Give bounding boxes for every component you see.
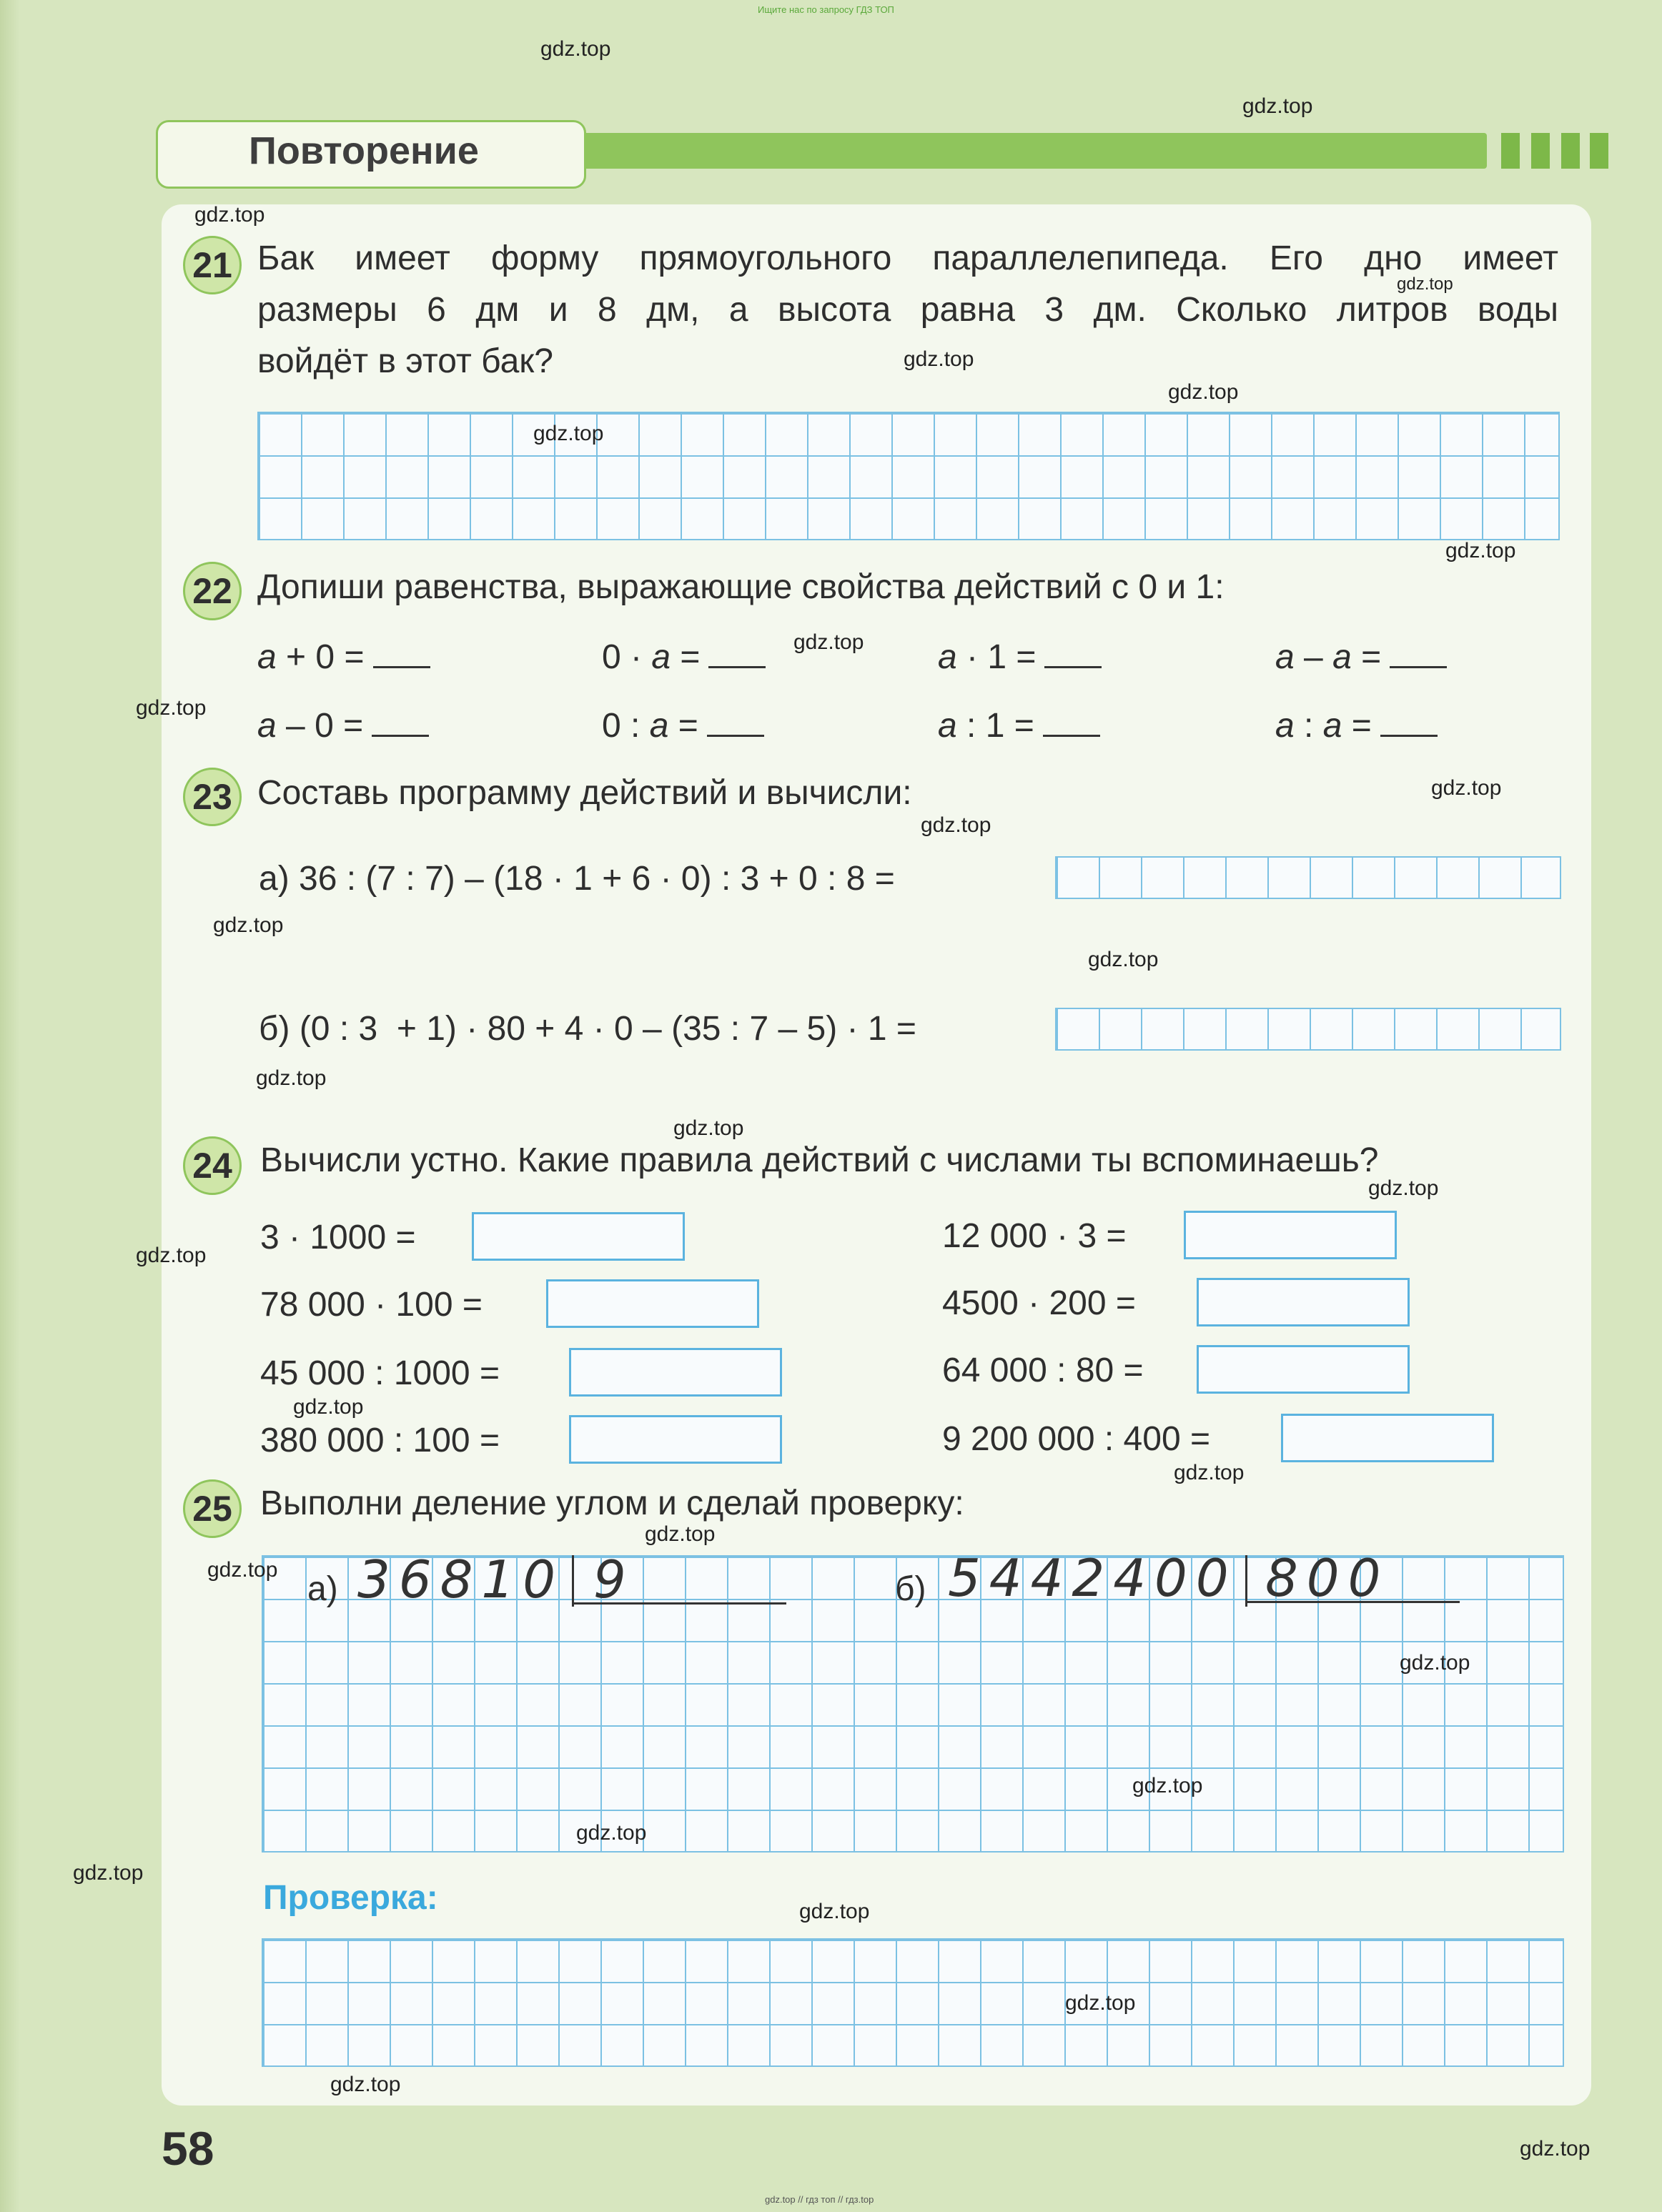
top-note: Ищите нас по запросу ГДЗ ТОП bbox=[758, 4, 894, 15]
watermark: gdz.top bbox=[136, 1244, 207, 1267]
division-a-divisor: 9 bbox=[593, 1549, 635, 1610]
task-23-text: Составь программу действий и вычисли: bbox=[257, 774, 912, 812]
equation-a-div-a: a : a = bbox=[1275, 706, 1438, 745]
watermark: gdz.top bbox=[136, 696, 207, 720]
task-23-expression-a: а) 36 : (7 : 7) – (18 · 1 + 6 · 0) : 3 + 0 : 8 = bbox=[259, 860, 895, 898]
equation-0-times-a: 0 · a = bbox=[602, 638, 766, 677]
task-25-text: Выполни деление углом и сделай проверку: bbox=[260, 1484, 964, 1522]
watermark: gdz.top bbox=[207, 1558, 278, 1582]
header-stripe bbox=[1590, 133, 1608, 169]
task-24-left-4: 380 000 : 100 = bbox=[260, 1422, 500, 1459]
equation-a-div-1: a : 1 = bbox=[938, 706, 1100, 745]
watermark: gdz.top bbox=[904, 347, 974, 371]
watermark: gdz.top bbox=[576, 1821, 647, 1845]
watermark: gdz.top bbox=[213, 913, 284, 937]
watermark: gdz.top bbox=[293, 1395, 364, 1419]
answer-box[interactable] bbox=[569, 1348, 782, 1397]
watermark: gdz.top bbox=[1242, 94, 1313, 118]
watermark: gdz.top bbox=[673, 1116, 744, 1140]
answer-blank[interactable] bbox=[1390, 640, 1447, 668]
task-24-left-3: 45 000 : 1000 = bbox=[260, 1354, 500, 1392]
task-21-answer-grid[interactable] bbox=[257, 412, 1560, 540]
equation-a-minus-a: a – a = bbox=[1275, 638, 1447, 677]
task-number-22: 22 bbox=[183, 562, 242, 620]
division-b-label: б) bbox=[895, 1570, 926, 1608]
page-edge bbox=[0, 0, 20, 2212]
check-label: Проверка: bbox=[263, 1879, 438, 1917]
division-a-dividend: 36810 bbox=[357, 1549, 565, 1610]
task-number-24: 24 bbox=[183, 1136, 242, 1195]
answer-box[interactable] bbox=[546, 1279, 759, 1328]
task-24-right-2: 4500 · 200 = bbox=[942, 1284, 1136, 1322]
task-23-answer-cells-a[interactable] bbox=[1055, 856, 1561, 899]
watermark: gdz.top bbox=[1520, 2137, 1591, 2161]
answer-box[interactable] bbox=[1281, 1414, 1494, 1462]
task-24-left-2: 78 000 · 100 = bbox=[260, 1286, 483, 1324]
answer-blank[interactable] bbox=[373, 640, 430, 668]
bottom-note: gdz.top // гдз топ // гдз.top bbox=[765, 2194, 874, 2205]
task-24-right-4: 9 200 000 : 400 = bbox=[942, 1420, 1210, 1458]
division-b-divisor: 800 bbox=[1265, 1548, 1390, 1608]
task-21-line-1: Бак имеет форму прямоугольного параллелепипеда. Его дно имеет bbox=[257, 239, 1558, 277]
watermark: gdz.top bbox=[1132, 1774, 1203, 1797]
answer-blank[interactable] bbox=[1044, 640, 1102, 668]
task-number-25: 25 bbox=[183, 1479, 242, 1538]
watermark: gdz.top bbox=[1088, 948, 1159, 971]
header-stripe bbox=[1531, 133, 1550, 169]
task-24-text: Вычисли устно. Какие правила действий с числами ты вспоминаешь? bbox=[260, 1141, 1379, 1179]
watermark: gdz.top bbox=[533, 422, 604, 445]
task-number-23: 23 bbox=[183, 768, 242, 826]
watermark: gdz.top bbox=[1397, 274, 1453, 294]
task-22-text: Допиши равенства, выражающие свойства действий с 0 и 1: bbox=[257, 568, 1225, 606]
task-number-21: 21 bbox=[183, 236, 242, 294]
equation-a-times-1: a · 1 = bbox=[938, 638, 1102, 677]
equation-0-div-a: 0 : a = bbox=[602, 706, 764, 745]
task-24-left-1: 3 · 1000 = bbox=[260, 1219, 416, 1256]
watermark: gdz.top bbox=[799, 1900, 870, 1923]
watermark: gdz.top bbox=[540, 37, 611, 61]
division-b-bracket bbox=[1245, 1555, 1247, 1607]
task-23-expression-b: б) (0 : 3 + 1) · 80 + 4 · 0 – (35 : 7 – 5) · 1 = bbox=[259, 1010, 916, 1048]
task-24-right-3: 64 000 : 80 = bbox=[942, 1351, 1144, 1389]
watermark: gdz.top bbox=[194, 203, 265, 227]
answer-blank[interactable] bbox=[372, 709, 429, 737]
task-24-right-1: 12 000 · 3 = bbox=[942, 1217, 1127, 1255]
task-25-check-grid[interactable] bbox=[262, 1938, 1564, 2067]
watermark: gdz.top bbox=[1065, 1991, 1136, 2015]
answer-box[interactable] bbox=[1197, 1278, 1410, 1326]
watermark: gdz.top bbox=[1431, 776, 1502, 800]
watermark: gdz.top bbox=[921, 813, 991, 837]
watermark: gdz.top bbox=[1445, 539, 1516, 562]
page-title: Повторение bbox=[249, 129, 479, 172]
watermark: gdz.top bbox=[645, 1522, 716, 1546]
equation-a-plus-0: a + 0 = bbox=[257, 638, 430, 677]
answer-box[interactable] bbox=[1184, 1211, 1397, 1259]
answer-box[interactable] bbox=[569, 1415, 782, 1464]
answer-box[interactable] bbox=[1197, 1345, 1410, 1394]
watermark: gdz.top bbox=[1174, 1461, 1245, 1484]
watermark: gdz.top bbox=[1368, 1176, 1439, 1200]
header-stripe bbox=[1561, 133, 1580, 169]
equation-a-minus-0: a – 0 = bbox=[257, 706, 429, 745]
division-a-bracket bbox=[572, 1555, 574, 1607]
answer-box[interactable] bbox=[472, 1212, 685, 1261]
task-21-line-3: войдёт в этот бак? bbox=[257, 342, 553, 380]
watermark: gdz.top bbox=[73, 1861, 144, 1885]
answer-blank[interactable] bbox=[1380, 709, 1438, 737]
division-b-dividend: 5442400 bbox=[948, 1548, 1237, 1608]
watermark: gdz.top bbox=[793, 630, 864, 654]
task-23-answer-cells-b[interactable] bbox=[1055, 1008, 1561, 1051]
answer-blank[interactable] bbox=[708, 640, 766, 668]
answer-blank[interactable] bbox=[707, 709, 764, 737]
task-21-line-2: размеры 6 дм и 8 дм, а высота равна 3 дм. Сколько литров воды bbox=[257, 291, 1558, 329]
answer-blank[interactable] bbox=[1043, 709, 1100, 737]
header-stripe bbox=[1501, 133, 1520, 169]
watermark: gdz.top bbox=[330, 2073, 401, 2096]
watermark: gdz.top bbox=[256, 1066, 327, 1090]
page-number: 58 bbox=[162, 2122, 214, 2175]
watermark: gdz.top bbox=[1400, 1651, 1470, 1675]
division-a-label: а) bbox=[307, 1570, 338, 1608]
watermark: gdz.top bbox=[1168, 380, 1239, 404]
